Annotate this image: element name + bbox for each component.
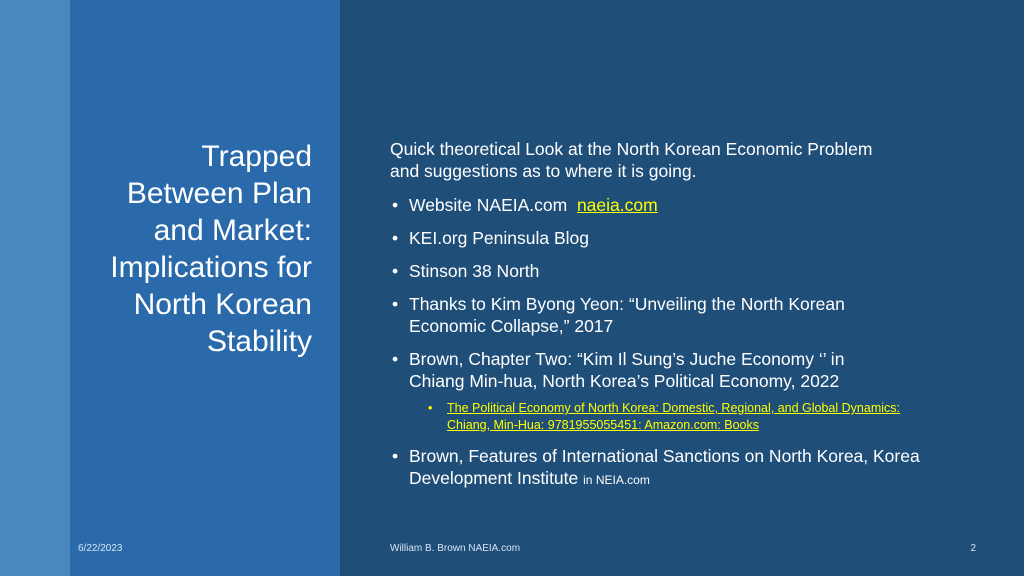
bullet-text: Economic Collapse,” 2017 [409,316,614,336]
bullet-icon: • [392,349,399,369]
title-line: Trapped [201,140,312,173]
bullet-brown-sanctions [390,445,990,491]
intro-line: and suggestions as to where it is going. [390,161,697,181]
sub-bullet-icon: • [428,401,433,415]
title-line: North Korean [133,288,312,321]
slide-title [90,138,312,360]
bullet-note: in NEIA.com [583,473,650,487]
bullet-text: Chiang Min-hua, North Korea’s Political Economy, 2022 [409,371,840,391]
title-line: Implications for [110,251,312,284]
title-line: Between Plan [126,177,312,210]
bullet-icon: • [392,446,399,466]
edge-band [0,0,70,576]
bullet-text: Thanks to Kim Byong Yeon: “Unveiling the North Korean [409,294,845,314]
sub-bullet-amazon [409,400,990,434]
title-line: Stability [206,325,312,358]
bullet-stinson [390,260,990,282]
intro-text [390,138,990,182]
amazon-book-link[interactable] [447,401,900,432]
footer-author: William B. Brown NAEIA.com [390,543,521,554]
bullet-text: Website NAEIA.com [409,195,568,215]
bullet-text: Brown, Chapter Two: “Kim Il Sung’s Juche Economy ‘’ in [409,349,845,369]
intro-line: Quick theoretical Look at the North Korean Economic Problem [390,139,873,159]
bullet-thanks [390,293,990,337]
page-number: 2 [970,543,976,554]
naeia-link[interactable]: naeia.com [576,195,658,215]
bullet-icon: • [392,195,399,215]
bullet-brown-chapter [390,348,990,434]
title-line: and Market: [153,214,312,247]
footer-date: 6/22/2023 [78,543,123,554]
link-text: The Political Economy of North Korea: Domestic, Regional, and Global Dynamics: [447,401,900,415]
bullet-icon: • [392,261,399,281]
bullet-text: Stinson 38 North [409,261,540,281]
bullet-text: Brown, Features of International Sanctions on North Korea, Korea [409,446,920,466]
bullet-icon: • [392,294,399,314]
bullet-text: Development Institute [409,468,579,488]
link-text: Chiang, Min-Hua: 9781955055451: Amazon.com: Books [447,418,759,432]
bullet-icon: • [392,228,399,248]
bullet-text: KEI.org Peninsula Blog [409,228,589,248]
sub-bullet-list [409,400,990,434]
slide-body [390,138,990,502]
bullet-website [390,194,990,216]
bullet-kei [390,227,990,249]
bullet-list [390,194,990,491]
